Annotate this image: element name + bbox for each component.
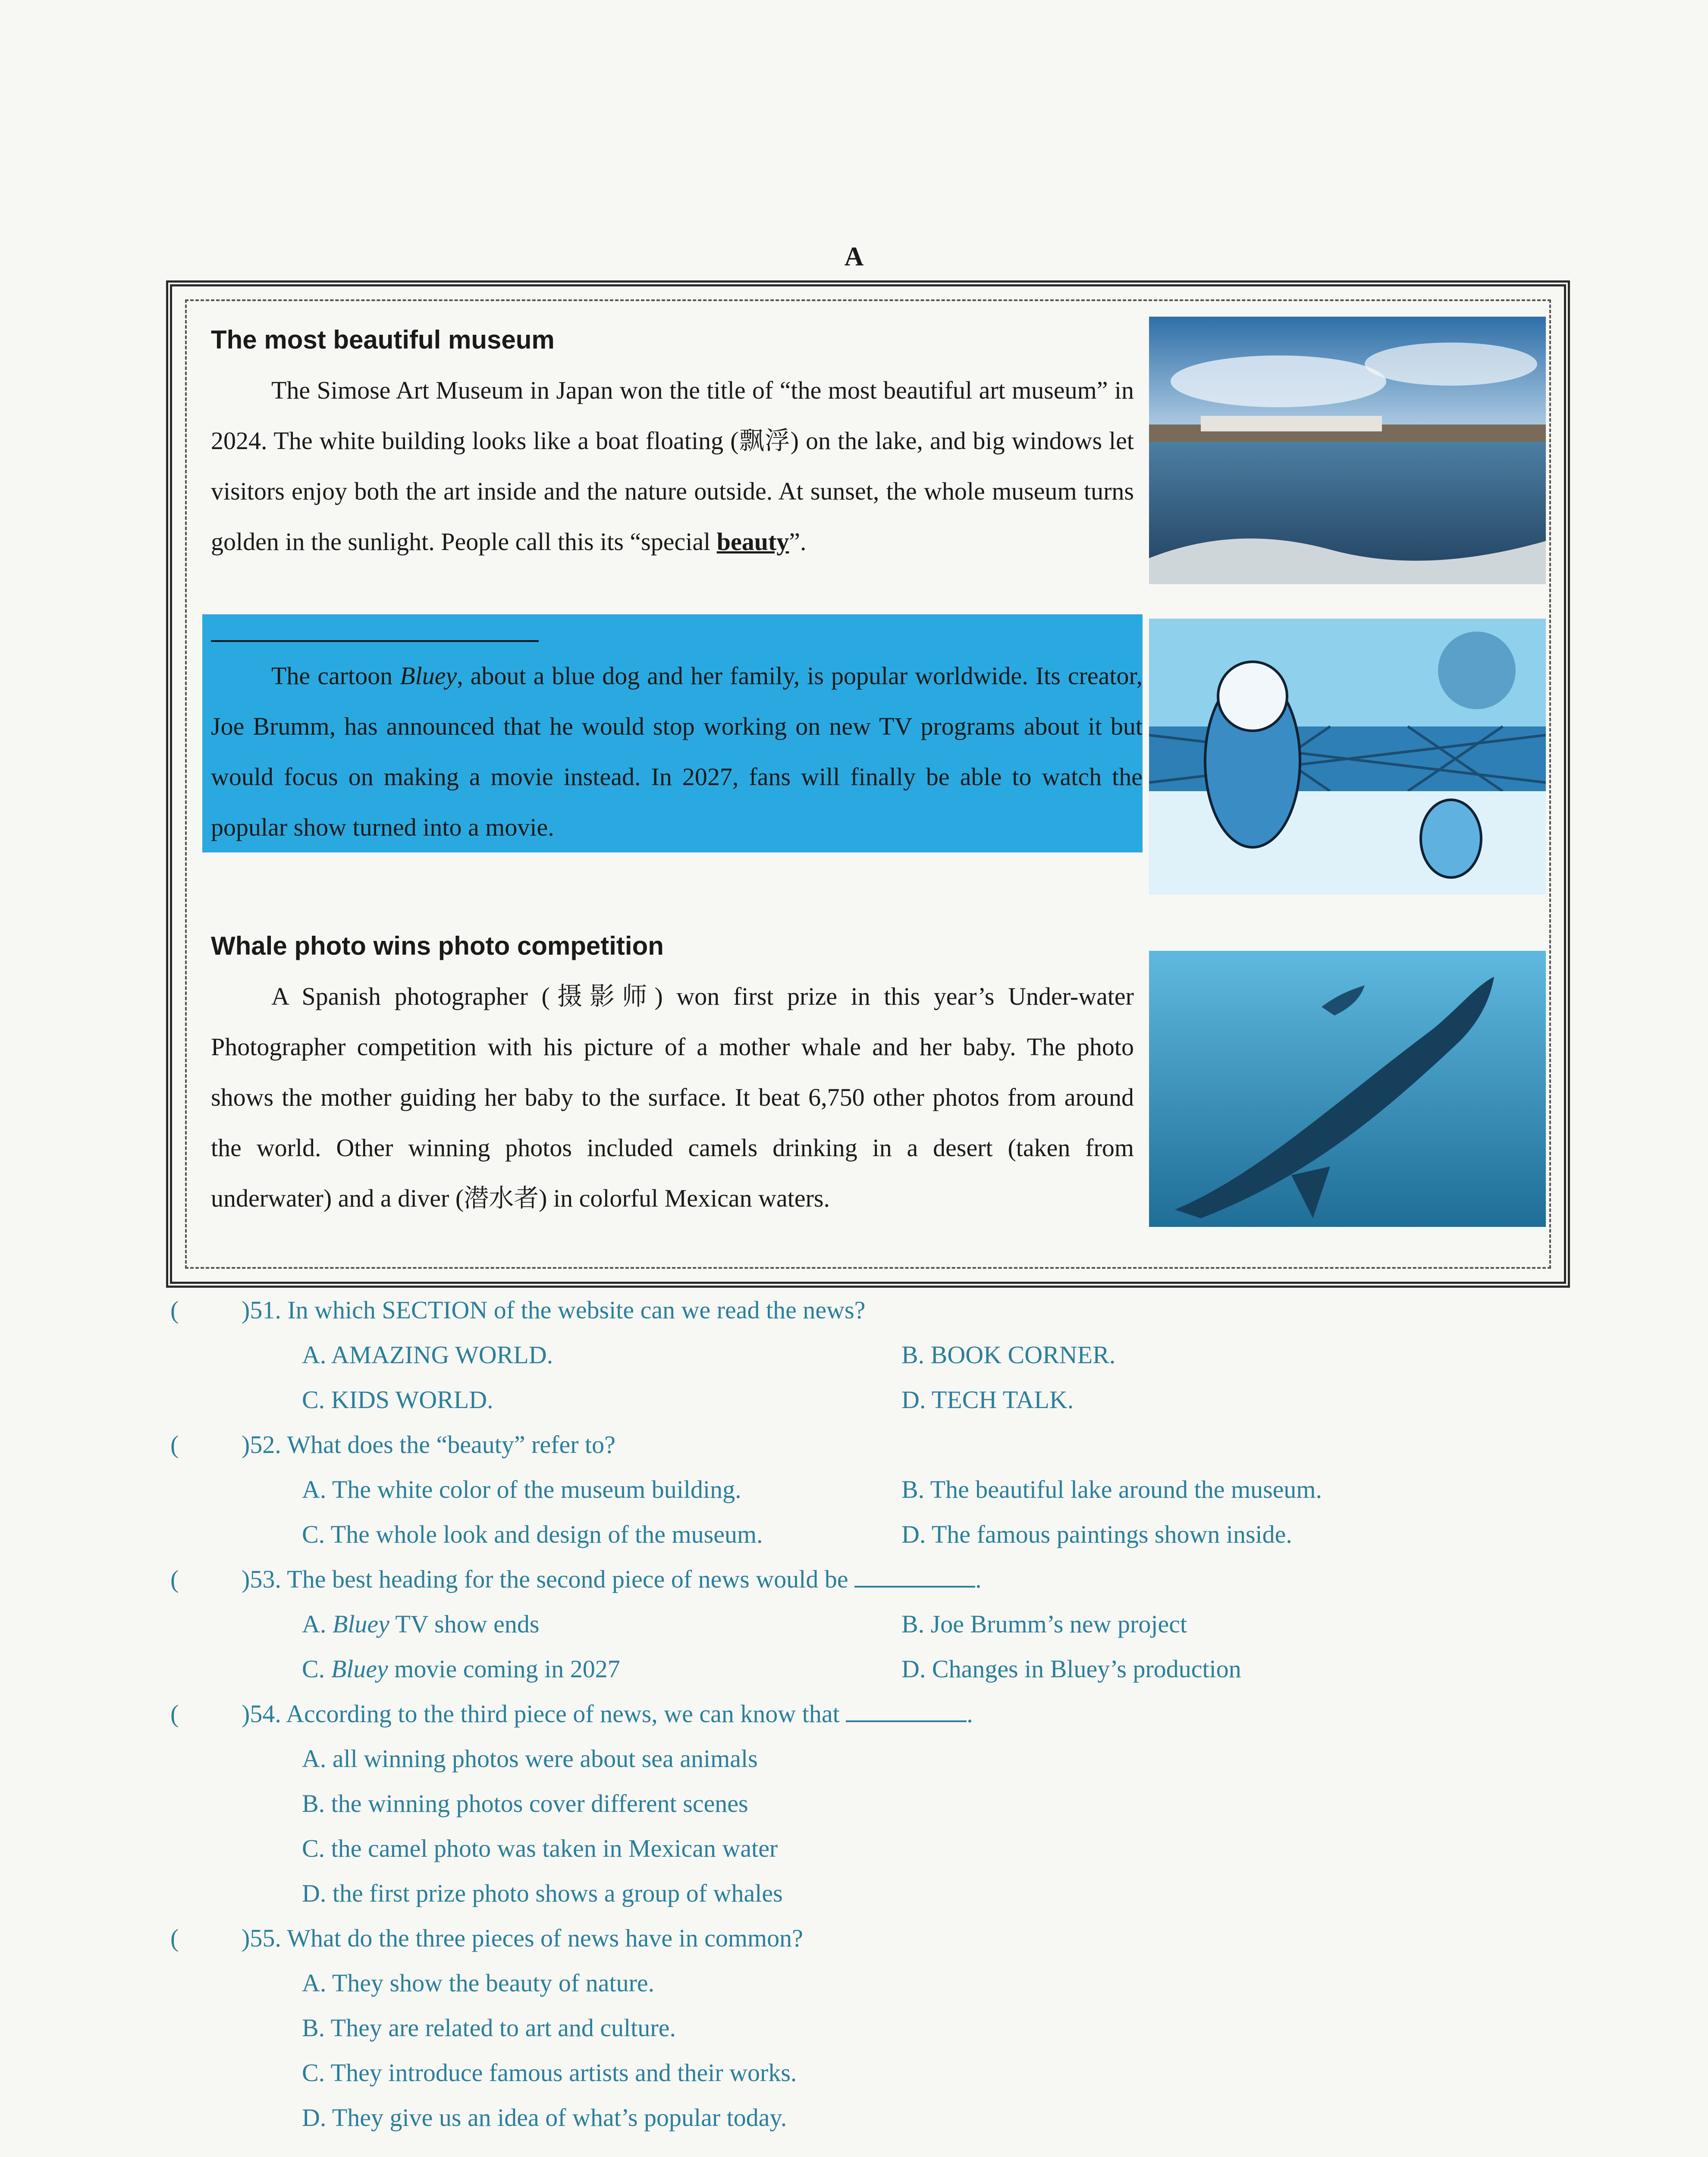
news-bluey — [202, 614, 1143, 852]
question-52-stem: )52. What does the “beauty” refer to? — [242, 1431, 615, 1459]
question-52-options-cd — [168, 1512, 1570, 1557]
question-53-options-cd — [168, 1647, 1570, 1692]
news-whale-heading: Whale photo wins photo competition — [211, 931, 664, 960]
news-frame — [166, 280, 1570, 1288]
news-bluey-text: The cartoon Bluey, about a blue dog and her family, is popular worldwide. Its creator, Joe Brumm, has announced that he would stop working on new TV programs about it but would focus on making a movie instead. In 2027, fans will finally be able to watch the popular show turned into a movie. — [211, 662, 1143, 841]
option-52-d: D. The famous paintings shown inside. — [901, 1520, 1292, 1548]
option-54-b-row — [168, 1781, 1570, 1826]
museum-lake-photo — [1149, 317, 1546, 584]
option-55-d-row — [168, 2095, 1570, 2140]
question-51-options-cd — [168, 1377, 1570, 1422]
news-museum — [211, 314, 1134, 567]
option-53-d: D. Changes in Bluey’s production — [901, 1655, 1241, 1683]
heading-blank-line — [211, 614, 539, 642]
option-51-d: D. TECH TALK. — [901, 1386, 1074, 1414]
option-54-d: D. the first prize photo shows a group of whales — [302, 1879, 783, 1907]
question-54-stem: )54. According to the third piece of news, we can know that . — [242, 1700, 973, 1728]
question-53-stem: )53. The best heading for the second piece of news would be . — [242, 1565, 982, 1593]
bluey-title: Bluey — [400, 662, 457, 690]
question-52: ( )52. What does the “beauty” refer to? — [168, 1422, 1570, 1467]
option-55-a-row — [168, 1961, 1570, 2006]
option-52-c: C. The whole look and design of the museum. — [302, 1520, 763, 1548]
option-52-b: B. The beautiful lake around the museum. — [901, 1475, 1322, 1503]
question-51-options-ab — [168, 1333, 1570, 1377]
question-53: ( )53. The best heading for the second piece of news would be . — [168, 1557, 1570, 1602]
question-54: ( )54. According to the third piece of news, we can know that . — [168, 1692, 1570, 1736]
questions-section — [168, 1288, 1570, 2140]
section-letter: A — [844, 242, 864, 271]
option-53-c: C. Bluey movie coming in 2027 — [302, 1655, 620, 1683]
option-55-c-row — [168, 2050, 1570, 2095]
question-51: ( )51. In which SECTION of the website can we read the news? — [168, 1288, 1570, 1333]
option-51-b: B. BOOK CORNER. — [901, 1341, 1116, 1369]
question-55: ( )55. What do the three pieces of news have in common? — [168, 1916, 1570, 1961]
news-museum-text: The Simose Art Museum in Japan won the title of “the most beautiful art museum” in 2024. The white building looks like a boat floating (飘浮) on the lake, and big windows let visitors enjoy both the art inside and the nature outside. At sunset, the whole museum turns golden in the sunlight. People call this its “special beauty”. — [211, 376, 1134, 556]
option-54-c: C. the camel photo was taken in Mexican water — [302, 1834, 778, 1862]
option-55-c: C. They introduce famous artists and their works. — [302, 2059, 797, 2087]
option-54-a-row — [168, 1736, 1570, 1781]
option-53-b: B. Joe Brumm’s new project — [901, 1610, 1187, 1638]
option-54-d-row — [168, 1871, 1570, 1916]
bluey-cartoon-image — [1149, 619, 1546, 895]
option-53-a: A. Bluey TV show ends — [302, 1610, 540, 1638]
whale-photo — [1149, 951, 1546, 1227]
option-54-b: B. the winning photos cover different scenes — [302, 1789, 748, 1817]
question-52-options-ab — [168, 1467, 1570, 1512]
news-museum-heading: The most beautiful museum — [211, 325, 555, 354]
question-51-stem: )51. In which SECTION of the website can we read the news? — [242, 1296, 866, 1324]
news-whale — [211, 921, 1134, 1223]
option-51-a: A. AMAZING WORLD. — [302, 1341, 553, 1369]
answer-blank — [854, 1564, 975, 1588]
news-whale-text: A Spanish photographer (摄影师) won first prize in this year’s Under-water Photographer competition with his picture of a mother whale and her baby. The photo shows the mother guiding her baby to the surface. It beat 6,750 other photos from around the world. Other winning photos included camels drinking in a desert (taken from underwater) and a diver (潜水者) in colorful Mexican waters. — [211, 982, 1134, 1212]
option-55-b: B. They are related to art and culture. — [302, 2014, 676, 2042]
underlined-beauty: beauty — [716, 528, 789, 556]
answer-blank — [846, 1699, 967, 1722]
option-55-a: A. They show the beauty of nature. — [302, 1969, 655, 1997]
question-53-options-ab — [168, 1602, 1570, 1647]
option-54-a: A. all winning photos were about sea animals — [302, 1745, 758, 1773]
question-55-stem: )55. What do the three pieces of news have in common? — [242, 1924, 803, 1952]
option-52-a: A. The white color of the museum building. — [302, 1475, 741, 1503]
option-55-d: D. They give us an idea of what’s popular today. — [302, 2104, 787, 2132]
option-54-c-row — [168, 1826, 1570, 1871]
option-55-b-row — [168, 2006, 1570, 2050]
option-51-c: C. KIDS WORLD. — [302, 1386, 493, 1414]
